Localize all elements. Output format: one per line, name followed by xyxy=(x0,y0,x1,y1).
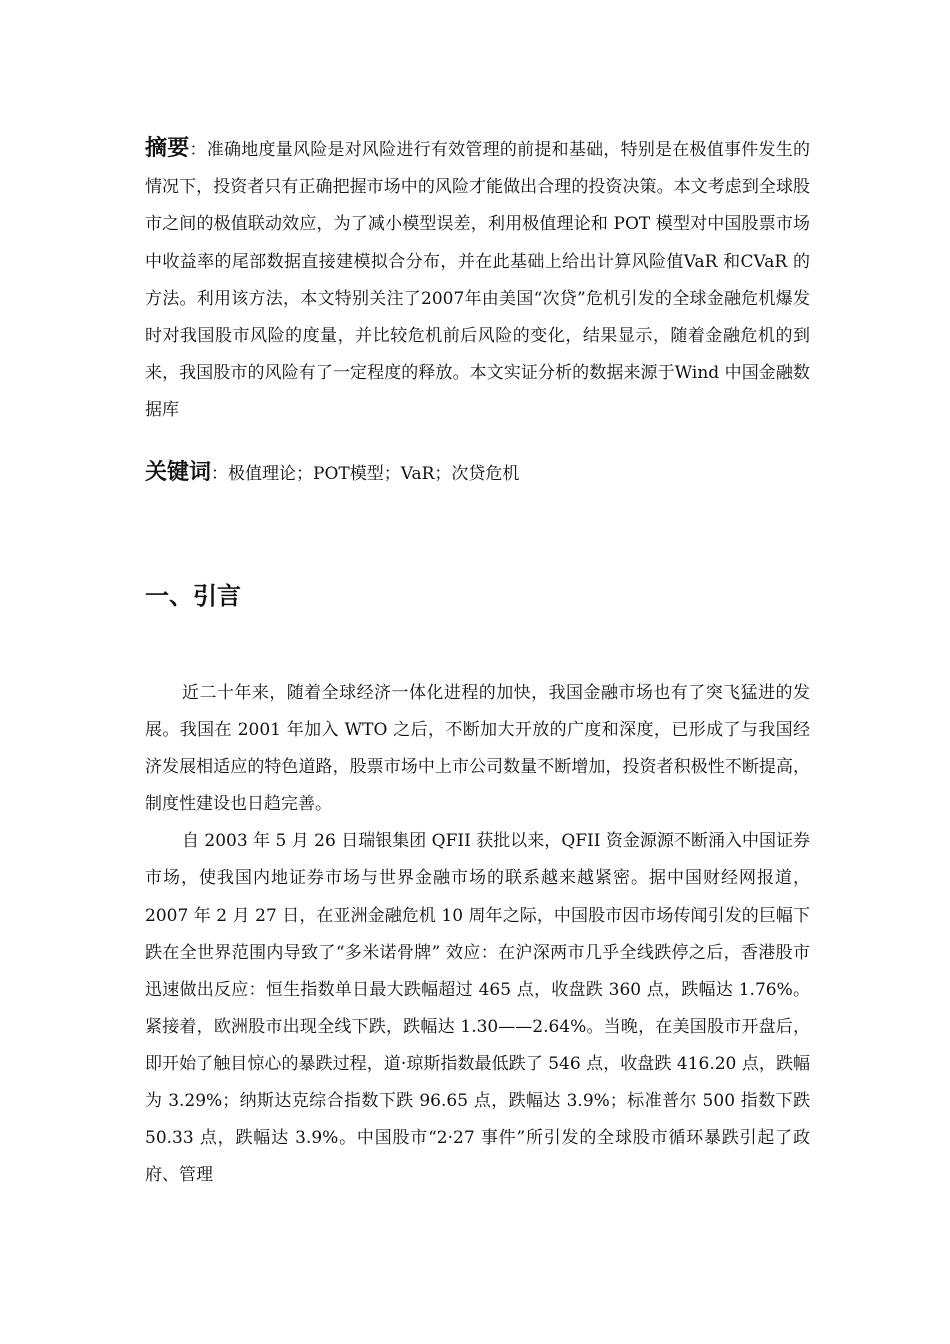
abstract-label: 摘要 xyxy=(145,136,190,161)
keywords-separator: ： xyxy=(211,464,229,484)
keywords-block xyxy=(145,454,810,493)
abstract-text: 准确地度量风险是对风险进行有效管理的前提和基础，特别是在极值事件发生的情况下，投资者只有正确把握市场中的风险才能做出合理的投资决策。本文考虑到全球股市之间的极值联动效应，为了减小模型误差，利用极值理论和 POT 模型对中国股票市场中收益率的尾部数据直接建模拟合分布，并在此基础上给出计算风险值VaR 和CVaR 的方法。利用该方法，本文特别关注了2007年由美国“次贷”危机引发的全球金融危机爆发时对我国股市风险的度量，并比较危机前后风险的变化，结果显示，随着金融危机的到来，我国股市的风险有了一定程度的释放。本文实证分析的数据来源于Wind 中国金融数据库 xyxy=(145,140,811,421)
abstract-block xyxy=(145,130,810,430)
keywords-label: 关键词 xyxy=(145,460,212,485)
paragraph-1: 近二十年来，随着全球经济一体化进程的加快，我国金融市场也有了突飞猛进的发展。我国在 2001 年加入 WTO 之后，不断加大开放的广度和深度，已形成了与我国经济发展相适应的特色道路，股票市场中上市公司数量不断增加，投资者积极性不断提高，制度性建设也日趋完善。 xyxy=(145,683,810,815)
keywords-text: 极值理论；POT模型；VaR；次贷危机 xyxy=(228,464,520,484)
paragraph-2: 自 2003 年 5 月 26 日瑞银集团 QFII 获批以来，QFII 资金源源不断涌入中国证券市场，使我国内地证券市场与世界金融市场的联系越来越紧密。据中国财经网报道，2007 年 2 月 27 日，在亚洲金融危机 10 周年之际，中国股市因市场传闻引发的巨幅下跌在全世界范围内导致了“多米诺骨牌” 效应：在沪深两市几乎全线跌停之后，香港股市迅速做出反应：恒生指数单日最大跌幅超过 465 点，收盘跌 360 点，跌幅达 1.76%。紧接着，欧洲股市出现全线下跌，跌幅达 1.30——2.64%。当晚，在美国股市开盘后，即开始了触目惊心的暴跌过程，道·琼斯指数最低跌了 546 点，收盘跌 416.20 点，跌幅为 3.29%；纳斯达克综合指数下跌 96.65 点，跌幅达 3.9%；标准普尔 500 指数下跌 50.33 点，跌幅达 3.9%。中国股市“2·27 事件”所引发的全球股市循环暴跌引起了政府、管理 xyxy=(145,831,810,1186)
abstract-separator: ： xyxy=(189,140,207,160)
body-text xyxy=(145,675,810,1194)
section-heading-introduction: 一、引言 xyxy=(145,582,241,610)
